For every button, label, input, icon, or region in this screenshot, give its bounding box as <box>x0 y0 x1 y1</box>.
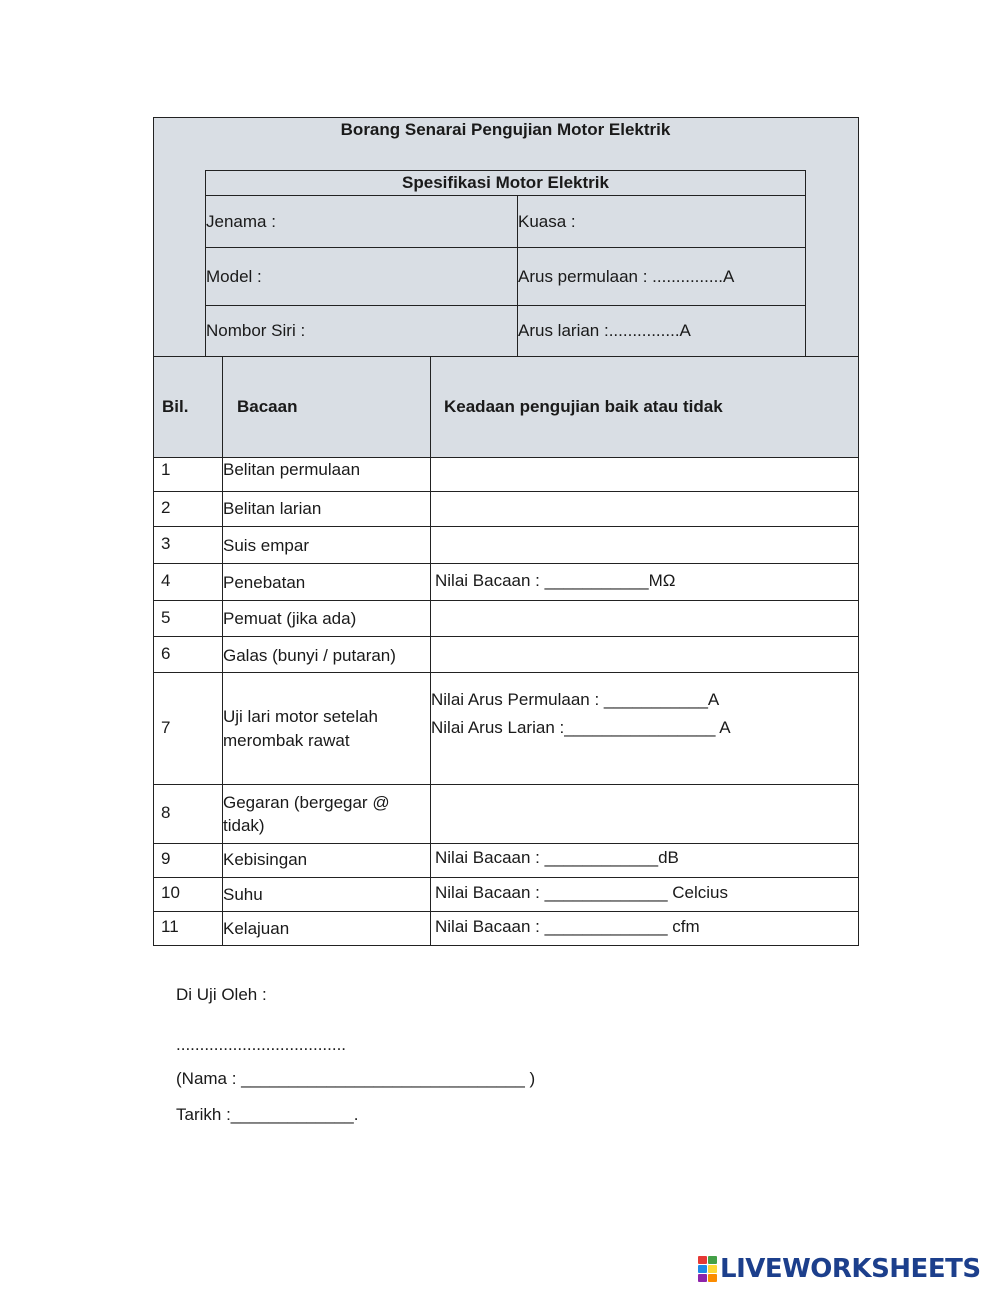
row-bacaan: Belitan permulaan <box>223 460 361 479</box>
spec-title: Spesifikasi Motor Elektrik <box>402 173 609 192</box>
table-row-divider <box>153 491 859 492</box>
row-keadaan-field[interactable]: Nilai Bacaan : _____________ Celcius <box>435 883 728 902</box>
row-bil: 6 <box>161 644 171 663</box>
spec-nombor-siri: Nombor Siri : <box>206 321 306 340</box>
spec-model: Model : <box>206 267 262 286</box>
row-keadaan-field[interactable]: Nilai Bacaan : _____________ cfm <box>435 917 700 936</box>
table-col-divider <box>430 357 431 946</box>
logo-block <box>698 1274 707 1282</box>
date-field[interactable]: Tarikh :_____________. <box>176 1105 359 1124</box>
logo-block <box>708 1265 717 1273</box>
table-row-divider <box>153 911 859 912</box>
table-row-divider <box>153 636 859 637</box>
table-border-right <box>858 117 859 946</box>
logo-block <box>698 1265 707 1273</box>
spec-arus-permulaan: Arus permulaan : ...............A <box>518 267 735 286</box>
brand-name: LIVEWORKSHEETS <box>720 1254 981 1284</box>
row-bacaan-line2: merombak rawat <box>223 731 350 750</box>
table-row-divider <box>153 784 859 785</box>
table-row-divider <box>153 600 859 601</box>
table-border-bottom <box>153 945 859 946</box>
tested-by-label: Di Uji Oleh : <box>176 985 267 1004</box>
spec-kuasa: Kuasa : <box>518 212 576 231</box>
row-bil: 5 <box>161 608 171 627</box>
row-bacaan-line2: tidak) <box>223 816 265 835</box>
signature-line[interactable]: .................................... <box>176 1035 347 1054</box>
row-bacaan-line1: Gegaran (bergegar @ <box>223 793 390 812</box>
spec-row-divider <box>205 305 806 306</box>
header-bacaan: Bacaan <box>237 397 298 416</box>
row-bacaan: Belitan larian <box>223 499 322 518</box>
table-row-divider <box>153 877 859 878</box>
row-bil: 10 <box>161 883 180 902</box>
row-bacaan: Penebatan <box>223 573 306 592</box>
spec-border-right <box>805 170 806 356</box>
row-bacaan-line1: Uji lari motor setelah <box>223 707 378 726</box>
row-bil: 4 <box>161 571 171 590</box>
row-bacaan: Kebisingan <box>223 850 308 869</box>
spec-jenama: Jenama : <box>206 212 276 231</box>
row-keadaan-field[interactable]: Nilai Bacaan : ____________dB <box>435 848 679 867</box>
table-border-left <box>153 117 154 946</box>
header-bil: Bil. <box>162 397 189 416</box>
row-bil: 8 <box>161 803 171 822</box>
table-row-divider <box>153 356 859 357</box>
table-border-top <box>153 117 859 118</box>
row-keadaan-field[interactable]: Nilai Bacaan : ___________MΩ <box>435 571 676 590</box>
row-bil: 1 <box>161 460 171 479</box>
row-bil: 3 <box>161 534 171 553</box>
row-bacaan: Suhu <box>223 885 263 904</box>
row-bil: 2 <box>161 498 171 517</box>
row-bil: 9 <box>161 849 171 868</box>
form-title: Borang Senarai Pengujian Motor Elektrik <box>340 120 671 139</box>
table-row-divider <box>153 526 859 527</box>
row-keadaan-field[interactable]: Nilai Arus Larian :________________ A <box>431 718 731 737</box>
row-keadaan-field[interactable]: Nilai Arus Permulaan : ___________A <box>431 690 720 709</box>
spec-border-top <box>205 170 806 171</box>
logo-blocks-icon <box>698 1256 717 1282</box>
row-bacaan: Pemuat (jika ada) <box>223 609 357 628</box>
logo-block <box>698 1256 707 1264</box>
name-field[interactable]: (Nama : ______________________________ ) <box>176 1069 536 1088</box>
table-row-divider <box>153 672 859 673</box>
header-keadaan: Keadaan pengujian baik atau tidak <box>444 397 723 416</box>
table-row-divider <box>153 457 859 458</box>
row-bacaan: Suis empar <box>223 536 309 555</box>
row-bacaan: Galas (bunyi / putaran) <box>223 646 396 665</box>
logo-block <box>708 1274 717 1282</box>
table-row-divider <box>153 563 859 564</box>
row-bacaan: Kelajuan <box>223 919 290 938</box>
table-row-divider <box>153 843 859 844</box>
logo-block <box>708 1256 717 1264</box>
spec-row-divider <box>205 195 806 196</box>
row-bil: 11 <box>161 917 179 936</box>
row-bil: 7 <box>161 718 171 737</box>
liveworksheets-logo <box>698 1254 981 1284</box>
spec-row-divider <box>205 247 806 248</box>
spec-arus-larian: Arus larian :...............A <box>518 321 691 340</box>
